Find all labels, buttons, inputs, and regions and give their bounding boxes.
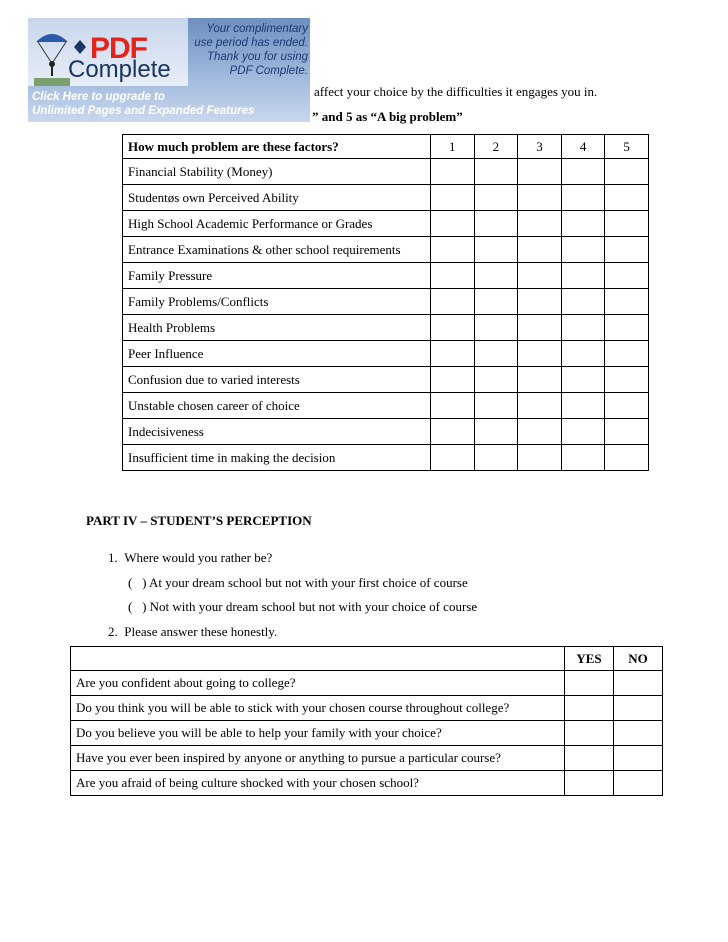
table-row (123, 289, 649, 315)
rating-cell[interactable] (561, 367, 605, 393)
rating-cell[interactable] (561, 237, 605, 263)
rating-cell[interactable] (430, 289, 474, 315)
yes-cell[interactable] (565, 721, 614, 746)
no-cell[interactable] (614, 746, 663, 771)
table-row (123, 237, 649, 263)
rating-cell[interactable] (561, 211, 605, 237)
upgrade-line[interactable]: Click Here to upgrade to (32, 91, 165, 103)
rating-cell[interactable] (561, 393, 605, 419)
scale-col-2: 2 (474, 135, 518, 159)
rating-cell[interactable] (561, 289, 605, 315)
yes-cell[interactable] (565, 671, 614, 696)
rating-cell[interactable] (474, 341, 518, 367)
rating-cell[interactable] (474, 289, 518, 315)
no-header: NO (614, 647, 663, 671)
question-1: 1. Where would you rather be? (108, 550, 273, 565)
rating-cell[interactable] (474, 237, 518, 263)
rating-cell[interactable] (430, 185, 474, 211)
table-row (123, 341, 649, 367)
rating-cell[interactable] (474, 315, 518, 341)
factor-label: Insufficient time in making the decision (123, 445, 431, 471)
factor-label: Family Pressure (123, 263, 431, 289)
rating-cell[interactable] (518, 315, 562, 341)
rating-cell[interactable] (518, 237, 562, 263)
scale-col-3: 3 (518, 135, 562, 159)
rating-cell[interactable] (430, 393, 474, 419)
rating-cell[interactable] (518, 289, 562, 315)
rating-cell[interactable] (561, 419, 605, 445)
factor-label: Indecisiveness (123, 419, 431, 445)
rating-cell[interactable] (518, 341, 562, 367)
upgrade-link[interactable] (32, 90, 310, 118)
question-label: Have you ever been inspired by anyone or anything to pursue a particular course? (71, 746, 565, 771)
yes-no-header-row (71, 647, 663, 671)
rating-cell[interactable] (430, 445, 474, 471)
rating-cell[interactable] (430, 341, 474, 367)
promo-text (188, 22, 308, 78)
rating-cell[interactable] (518, 445, 562, 471)
rating-cell[interactable] (518, 367, 562, 393)
logo-area (28, 18, 188, 86)
yes-header: YES (565, 647, 614, 671)
rating-cell[interactable] (474, 185, 518, 211)
rating-cell[interactable] (430, 315, 474, 341)
rating-cell[interactable] (430, 211, 474, 237)
yes-cell[interactable] (565, 771, 614, 796)
rating-cell[interactable] (605, 367, 649, 393)
rating-cell[interactable] (605, 159, 649, 185)
rating-cell[interactable] (561, 263, 605, 289)
table-row (123, 445, 649, 471)
brand-complete: Complete (68, 56, 171, 83)
table-row (123, 393, 649, 419)
rating-cell[interactable] (605, 185, 649, 211)
table-row (123, 367, 649, 393)
no-cell[interactable] (614, 696, 663, 721)
question-label: Do you think you will be able to stick with your chosen course throughout college? (71, 696, 565, 721)
parachute-logo-icon (34, 26, 70, 86)
factor-label: Entrance Examinations & other school requirements (123, 237, 431, 263)
scale-fragment: ” and 5 as “A big problem” (312, 109, 463, 124)
option-choice-of-course[interactable]: ( ) Not with your dream school but not with your choice of course (128, 599, 478, 614)
rating-cell[interactable] (518, 263, 562, 289)
rating-cell[interactable] (561, 445, 605, 471)
question-label: Are you afraid of being culture shocked with your chosen school? (71, 771, 565, 796)
factors-table (122, 134, 649, 471)
upgrade-line[interactable]: Unlimited Pages and Expanded Features (32, 105, 255, 117)
upgrade-banner[interactable] (28, 18, 310, 122)
rating-cell[interactable] (474, 419, 518, 445)
rating-cell[interactable] (474, 211, 518, 237)
factor-label: Peer Influence (123, 341, 431, 367)
yes-cell[interactable] (565, 696, 614, 721)
rating-cell[interactable] (474, 367, 518, 393)
factor-label: Family Problems/Conflicts (123, 289, 431, 315)
instruction-fragment: affect your choice by the difficulties it engages you in. (314, 84, 598, 99)
table-row (71, 771, 663, 796)
factor-label: Financial Stability (Money) (123, 159, 431, 185)
no-cell[interactable] (614, 771, 663, 796)
rating-cell[interactable] (518, 211, 562, 237)
table-row (123, 159, 649, 185)
factor-label: Studentøs own Perceived Ability (123, 185, 431, 211)
question-label: Do you believe you will be able to help your family with your choice? (71, 721, 565, 746)
header-blank (71, 647, 565, 671)
rating-cell[interactable] (605, 211, 649, 237)
factor-label: Unstable chosen career of choice (123, 393, 431, 419)
factor-label: Health Problems (123, 315, 431, 341)
table-row (123, 263, 649, 289)
rating-cell[interactable] (518, 185, 562, 211)
brand-pdf: PDF (90, 32, 147, 65)
scale-col-4: 4 (561, 135, 605, 159)
option-dream-school[interactable]: ( ) At your dream school but not with your first choice of course (128, 575, 468, 590)
table-row (123, 315, 649, 341)
promo-line: PDF Complete. (229, 65, 308, 77)
rating-cell[interactable] (518, 393, 562, 419)
yes-cell[interactable] (565, 746, 614, 771)
rating-cell[interactable] (518, 159, 562, 185)
rating-cell[interactable] (605, 237, 649, 263)
rating-cell[interactable] (474, 263, 518, 289)
question-2: 2. Please answer these honestly. (108, 624, 278, 639)
rating-cell[interactable] (474, 159, 518, 185)
yes-no-table (70, 646, 663, 796)
rating-cell[interactable] (430, 263, 474, 289)
rating-cell[interactable] (605, 289, 649, 315)
scale-col-5: 5 (605, 135, 649, 159)
promo-line: Your complimentary (206, 23, 308, 35)
promo-line: use period has ended. (194, 37, 308, 49)
rating-cell[interactable] (605, 393, 649, 419)
no-cell[interactable] (614, 671, 663, 696)
rating-cell[interactable] (474, 445, 518, 471)
rating-cell[interactable] (561, 185, 605, 211)
factors-header-row (123, 135, 649, 159)
rating-cell[interactable] (605, 263, 649, 289)
factor-label: High School Academic Performance or Grades (123, 211, 431, 237)
table-row (123, 211, 649, 237)
rating-cell[interactable] (605, 419, 649, 445)
rating-cell[interactable] (430, 419, 474, 445)
rating-cell[interactable] (605, 315, 649, 341)
rating-cell[interactable] (430, 237, 474, 263)
rating-cell[interactable] (430, 159, 474, 185)
factors-header: How much problem are these factors? (123, 135, 431, 159)
table-row (71, 696, 663, 721)
rating-cell[interactable] (605, 445, 649, 471)
table-row (71, 671, 663, 696)
rating-cell[interactable] (561, 159, 605, 185)
rating-cell[interactable] (430, 367, 474, 393)
section-title: PART IV – STUDENT’S PERCEPTION (86, 513, 312, 528)
factor-label: Confusion due to varied interests (123, 367, 431, 393)
rating-cell[interactable] (605, 341, 649, 367)
rating-cell[interactable] (474, 393, 518, 419)
question-label: Are you confident about going to college? (71, 671, 565, 696)
diamond-icon (74, 40, 86, 54)
table-row (71, 746, 663, 771)
table-row (123, 185, 649, 211)
no-cell[interactable] (614, 721, 663, 746)
scale-col-1: 1 (430, 135, 474, 159)
rating-cell[interactable] (561, 341, 605, 367)
rating-cell[interactable] (518, 419, 562, 445)
table-row (71, 721, 663, 746)
rating-cell[interactable] (561, 315, 605, 341)
table-row (123, 419, 649, 445)
promo-line: Thank you for using (206, 51, 308, 63)
